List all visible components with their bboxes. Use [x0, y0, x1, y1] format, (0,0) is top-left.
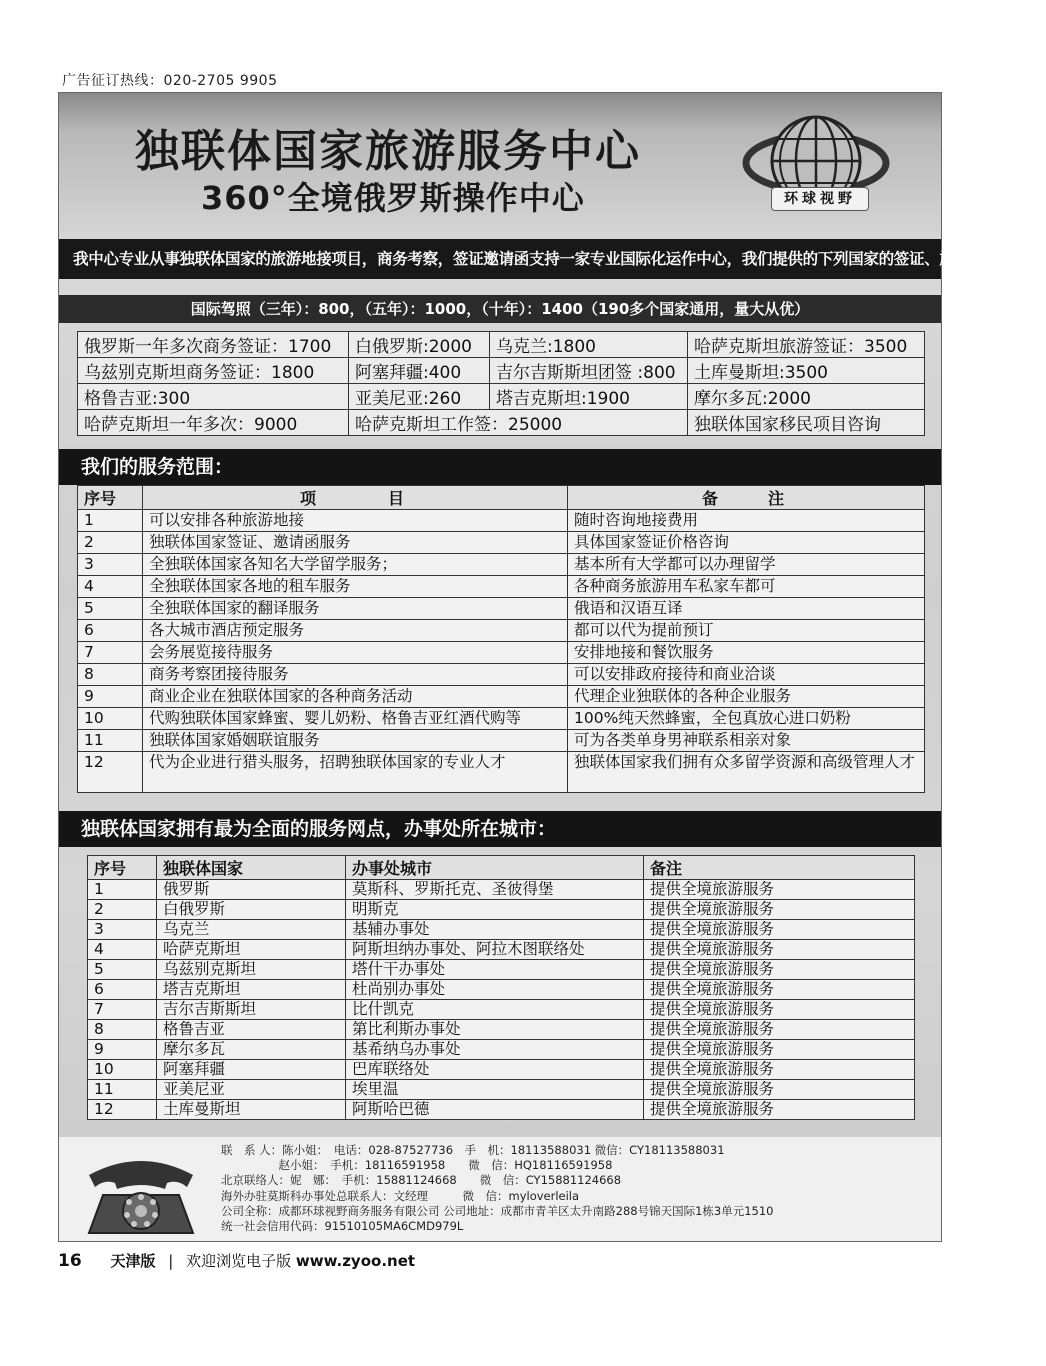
table-row: [78, 642, 925, 664]
row-number: 8: [88, 1020, 157, 1040]
country: 塔吉克斯坦: [157, 980, 346, 1000]
country: 乌兹别克斯坦: [157, 960, 346, 980]
country: 哈萨克斯坦: [157, 940, 346, 960]
page-number: 16: [58, 1251, 82, 1271]
footer-separator: |: [168, 1252, 174, 1270]
table-row: [88, 1060, 915, 1080]
service-item: 独联体国家签证、邀请函服务: [143, 532, 568, 554]
service-item: 独联体国家婚姻联谊服务: [143, 730, 568, 752]
country: 摩尔多瓦: [157, 1040, 346, 1060]
row-number: 8: [78, 664, 143, 686]
table-row: [88, 900, 915, 920]
table-row: [88, 1100, 915, 1120]
service-item: 各大城市酒店预定服务: [143, 620, 568, 642]
office-city: 基辅办事处: [346, 920, 644, 940]
table-header-row: [88, 856, 915, 880]
office-note: 提供全境旅游服务: [644, 1100, 915, 1120]
office-note: 提供全境旅游服务: [644, 1060, 915, 1080]
office-city: 第比利斯办事处: [346, 1020, 644, 1040]
row-number: 5: [88, 960, 157, 980]
footer-text: 欢迎浏览电子版: [186, 1252, 292, 1270]
visa-cell: 乌克兰:1800: [490, 332, 688, 358]
row-number: 12: [88, 1100, 157, 1120]
table-header-row: [78, 486, 925, 510]
table-row: [88, 1000, 915, 1020]
row-number: 10: [88, 1060, 157, 1080]
contact-line: 北京联络人：妮 娜： 手机：15881124668 微 信：CY15881124668: [221, 1173, 622, 1188]
service-note: 具体国家签证价格咨询: [568, 532, 925, 554]
table-row: [78, 384, 925, 410]
visa-cell: 土库曼斯坦:3500: [688, 358, 925, 384]
row-number: 6: [78, 620, 143, 642]
visa-cell: 摩尔多瓦:2000: [688, 384, 925, 410]
country: 吉尔吉斯斯坦: [157, 1000, 346, 1020]
row-number: 4: [78, 576, 143, 598]
country: 白俄罗斯: [157, 900, 346, 920]
visa-price-table: [77, 331, 925, 436]
table-row: [78, 620, 925, 642]
service-note: 可以安排政府接待和商业洽谈: [568, 664, 925, 686]
office-city: 基希纳乌办事处: [346, 1040, 644, 1060]
row-number: 12: [78, 752, 143, 793]
column-header: 办事处城市: [346, 856, 644, 880]
ad-hotline: 广告征订热线：020-2705 9905: [62, 73, 278, 89]
table-row: [88, 1040, 915, 1060]
row-number: 4: [88, 940, 157, 960]
office-city: 巴库联络处: [346, 1060, 644, 1080]
page-footer: [58, 1250, 415, 1271]
country: 格鲁吉亚: [157, 1020, 346, 1040]
page-subtitle: 360°全境俄罗斯操作中心: [201, 179, 585, 217]
services-heading: 我们的服务范围：: [59, 449, 941, 485]
row-number: 2: [88, 900, 157, 920]
telephone-icon: [81, 1145, 201, 1237]
country: 阿塞拜疆: [157, 1060, 346, 1080]
offices-table: [87, 855, 915, 1120]
driving-license-banner: 国际驾照（三年）：800，（五年）：1000，（十年）：1400（190多个国家通用，量大从优）: [59, 295, 941, 323]
page-title: 独联体国家旅游服务中心: [135, 126, 641, 177]
service-note: 随时咨询地接费用: [568, 510, 925, 532]
row-number: 10: [78, 708, 143, 730]
service-note: 俄语和汉语互译: [568, 598, 925, 620]
service-item: 可以安排各种旅游地接: [143, 510, 568, 532]
visa-cell: 阿塞拜疆:400: [349, 358, 490, 384]
office-city: 阿斯坦纳办事处、阿拉木图联络处: [346, 940, 644, 960]
office-note: 提供全境旅游服务: [644, 1080, 915, 1100]
service-note: 都可以代为提前预订: [568, 620, 925, 642]
visa-cell: 格鲁吉亚:300: [78, 384, 349, 410]
contact-line: 联 系 人：陈小姐： 电话：028-87527736 手 机：18113588031 微信：CY18113588031: [221, 1143, 725, 1157]
office-city: 阿斯哈巴德: [346, 1100, 644, 1120]
country: 亚美尼亚: [157, 1080, 346, 1100]
visa-cell: 乌兹别克斯坦商务签证：1800: [78, 358, 349, 384]
row-number: 3: [78, 554, 143, 576]
intro-banner: 我中心专业从事独联体国家的旅游地接项目，商务考察，签证邀请函支持一家专业国际化运作中心，我们提供的下列国家的签证、旅游地接服务。: [59, 239, 941, 279]
table-row: [88, 940, 915, 960]
column-header: 序号: [88, 856, 157, 880]
table-row: [78, 752, 925, 793]
visa-cell: 哈萨克斯坦旅游签证：3500: [688, 332, 925, 358]
country: 乌克兰: [157, 920, 346, 940]
visa-cell: 塔吉克斯坦:1900: [490, 384, 688, 410]
service-item: 代为企业进行猎头服务，招聘独联体国家的专业人才: [143, 752, 568, 793]
office-city: 比什凯克: [346, 1000, 644, 1020]
service-note: 基本所有大学都可以办理留学: [568, 554, 925, 576]
table-row: [78, 358, 925, 384]
table-row: [78, 410, 925, 436]
office-city: 莫斯科、罗斯托克、圣彼得堡: [346, 880, 644, 900]
office-note: 提供全境旅游服务: [644, 960, 915, 980]
row-number: 9: [78, 686, 143, 708]
row-number: 6: [88, 980, 157, 1000]
service-item: 全独联体国家各知名大学留学服务；: [143, 554, 568, 576]
table-row: [88, 960, 915, 980]
service-note: 独联体国家我们拥有众多留学资源和高级管理人才: [568, 752, 925, 793]
row-number: 7: [78, 642, 143, 664]
table-row: [78, 686, 925, 708]
contact-info: [221, 1143, 774, 1234]
table-row: [78, 598, 925, 620]
row-number: 2: [78, 532, 143, 554]
table-row: [78, 664, 925, 686]
table-row: [88, 980, 915, 1000]
visa-cell: 哈萨克斯坦一年多次：9000: [78, 410, 349, 436]
table-row: [78, 576, 925, 598]
office-city: 塔什干办事处: [346, 960, 644, 980]
edition-label: 天津版: [110, 1252, 156, 1270]
table-row: [78, 708, 925, 730]
table-row: [88, 920, 915, 940]
row-number: 1: [78, 510, 143, 532]
office-city: 杜尚别办事处: [346, 980, 644, 1000]
office-note: 提供全境旅游服务: [644, 1000, 915, 1020]
logo-text: 环球视野: [771, 187, 869, 211]
contact-line: 海外办驻莫斯科办事处总联系人：文经理 微 信：myloverleila: [221, 1188, 580, 1203]
row-number: 11: [88, 1080, 157, 1100]
visa-cell: 白俄罗斯:2000: [349, 332, 490, 358]
column-header: 序号: [78, 486, 143, 510]
table-row: [78, 510, 925, 532]
contact-panel: [59, 1137, 941, 1241]
column-header: 独联体国家: [157, 856, 346, 880]
service-note: 代理企业独联体的各种企业服务: [568, 686, 925, 708]
contact-line: 统一社会信用代码：91510105MA6CMD979L: [221, 1219, 464, 1234]
column-header: 备 注: [568, 486, 925, 510]
row-number: 11: [78, 730, 143, 752]
table-row: [78, 532, 925, 554]
row-number: 5: [78, 598, 143, 620]
table-row: [88, 880, 915, 900]
service-note: 100%纯天然蜂蜜，全包真放心进口奶粉: [568, 708, 925, 730]
service-item: 商务考察团接待服务: [143, 664, 568, 686]
row-number: 7: [88, 1000, 157, 1020]
table-row: [78, 554, 925, 576]
country: 土库曼斯坦: [157, 1100, 346, 1120]
office-note: 提供全境旅游服务: [644, 1020, 915, 1040]
service-item: 会务展览接待服务: [143, 642, 568, 664]
office-note: 提供全境旅游服务: [644, 980, 915, 1000]
table-row: [78, 730, 925, 752]
service-note: 各种商务旅游用车私家车都可: [568, 576, 925, 598]
contact-line: 赵小姐： 手机：18116591958 微 信：HQ18116591958: [221, 1158, 613, 1173]
offices-heading: 独联体国家拥有最为全面的服务网点，办事处所在城市：: [59, 811, 941, 847]
visa-cell: 哈萨克斯坦工作签：25000: [349, 410, 688, 436]
office-city: 埃里温: [346, 1080, 644, 1100]
services-table: [77, 485, 925, 793]
service-item: 商业企业在独联体国家的各种商务活动: [143, 686, 568, 708]
office-note: 提供全境旅游服务: [644, 940, 915, 960]
office-city: 明斯克: [346, 900, 644, 920]
advertisement-panel: [58, 92, 1046, 1242]
service-note: 安排地接和餐饮服务: [568, 642, 925, 664]
row-number: 3: [88, 920, 157, 940]
table-row: [78, 332, 925, 358]
column-header: 项 目: [143, 486, 568, 510]
office-note: 提供全境旅游服务: [644, 920, 915, 940]
website-link[interactable]: www.zyoo.net: [295, 1252, 416, 1270]
service-item: 全独联体国家的翻译服务: [143, 598, 568, 620]
service-note: 可为各类单身男神联系相亲对象: [568, 730, 925, 752]
visa-cell: 俄罗斯一年多次商务签证：1700: [78, 332, 349, 358]
table-row: [88, 1020, 915, 1040]
row-number: 1: [88, 880, 157, 900]
office-note: 提供全境旅游服务: [644, 900, 915, 920]
office-note: 提供全境旅游服务: [644, 880, 915, 900]
office-note: 提供全境旅游服务: [644, 1040, 915, 1060]
service-item: 代购独联体国家蜂蜜、婴儿奶粉、格鲁吉亚红酒代购等: [143, 708, 568, 730]
service-item: 全独联体国家各地的租车服务: [143, 576, 568, 598]
visa-cell: 亚美尼亚:260: [349, 384, 490, 410]
column-header: 备注: [644, 856, 915, 880]
table-row: [88, 1080, 915, 1100]
visa-cell: 吉尔吉斯斯坦团签 :800: [490, 358, 688, 384]
country: 俄罗斯: [157, 880, 346, 900]
contact-line: 公司全称：成都环球视野商务服务有限公司 公司地址：成都市青羊区太升南路288号锦天国际1栋3单元1510: [221, 1203, 774, 1218]
row-number: 9: [88, 1040, 157, 1060]
visa-cell: 独联体国家移民项目咨询: [688, 410, 925, 436]
